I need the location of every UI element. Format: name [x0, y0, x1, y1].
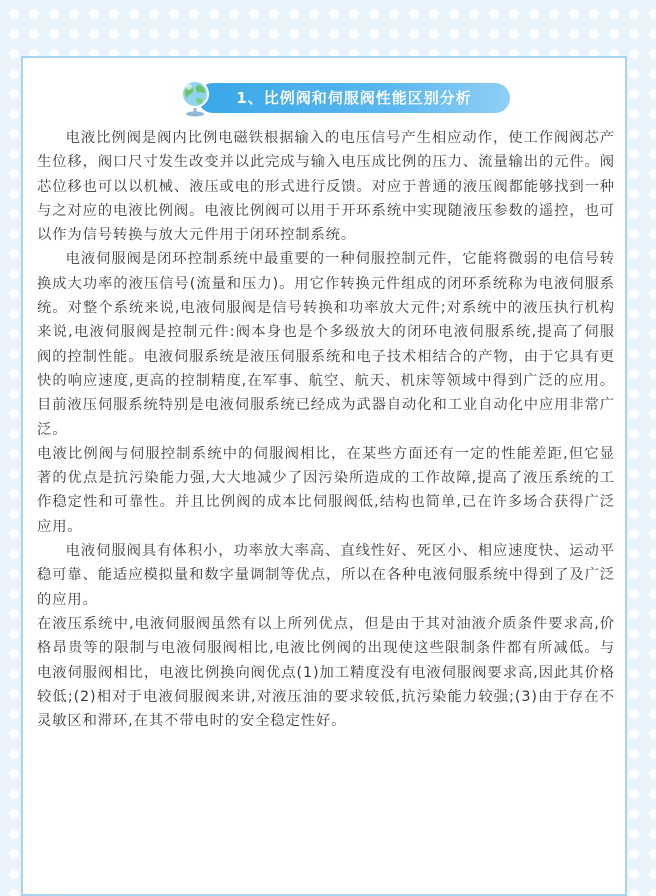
paragraph-comparison: 电液比例阀与伺服控制系统中的伺服阀相比，在某些方面还有一定的性能差距,但它显著的优点是抗污染能力强,大大地减少了因污染所造成的工作故障,提高了液压系统的工作稳定性和可靠性。并且比例阀的成本比伺服阀低,结构也简单,已在许多场合获得广泛应用。 — [37, 445, 615, 535]
section-title — [178, 83, 512, 113]
article-body — [37, 126, 615, 733]
paragraph-hydraulic-system: 在液压系统中,电液伺服阀虽然有以上所列优点，但是由于其对油液介质条件要求高,价格昂贵等的限制与电液伺服阀相比,电液比例阀的出现使这些限制条件都有所减低。与电液伺服阀相比，电液比例换向阀优点(1)加工精度没有电液伺服阀要求高,因此其价格较低;(2)相对于电液伺服阀来讲,对液压油的要求较低,抗污染能力较强;(3)由于存在不灵敏区和滞环,在其不带电时的安全稳定性好。 — [37, 615, 615, 730]
paragraph-proportional-valve: 电液比例阀是阀内比例电磁铁根据输入的电压信号产生相应动作，使工作阀阀芯产生位移，阀口尺寸发生改变并以此完成与输入电压成比例的压力、流量输出的元件。阀芯位移也可以以机械、液压或电的形式进行反馈。对应于普通的液压阀都能够找到一种与之对应的电液比例阀。电液比例阀可以用于开环系统中实现随液压参数的遥控，也可以作为信号转换与放大元件用于闭环控制系统。 — [37, 130, 615, 244]
paragraph-servo-advantages: 电液伺服阀具有体积小，功率放大率高、直线性好、死区小、相应速度快、运动平稳可靠、能适应模拟量和数字量调制等优点，所以在各种电液伺服系统中得到了及广泛的应用。 — [37, 543, 615, 608]
paragraph-servo-valve: 电液伺服阀是闭环控制系统中最重要的一种伺服控制元件，它能将微弱的电信号转换成大功率的液压信号(流量和压力)。用它作转换元件组成的闭环系统称为电液伺服系统。对整个系统来说,电液伺服阀是信号转换和功率放大元件;对系统中的液压执行机构来说,电液伺服阀是控制元件:阀本身也是个多级放大的闭环电液伺服系统,提高了伺服阀的控制性能。电液伺服系统是液压伺服系统和电子技术相结合的产物，由于它具有更快的响应速度,更高的控制精度,在军事、航空、航天、机床等领域中得到广泛的应用。目前液压伺服系统特别是电液伺服系统已经成为武器自动化和工业自动化中应用非常广泛。 — [37, 251, 615, 438]
section-title-text: 1、比例阀和伺服阀性能区别分析 — [198, 83, 510, 113]
globe-icon — [178, 79, 212, 117]
content-card — [21, 56, 627, 896]
